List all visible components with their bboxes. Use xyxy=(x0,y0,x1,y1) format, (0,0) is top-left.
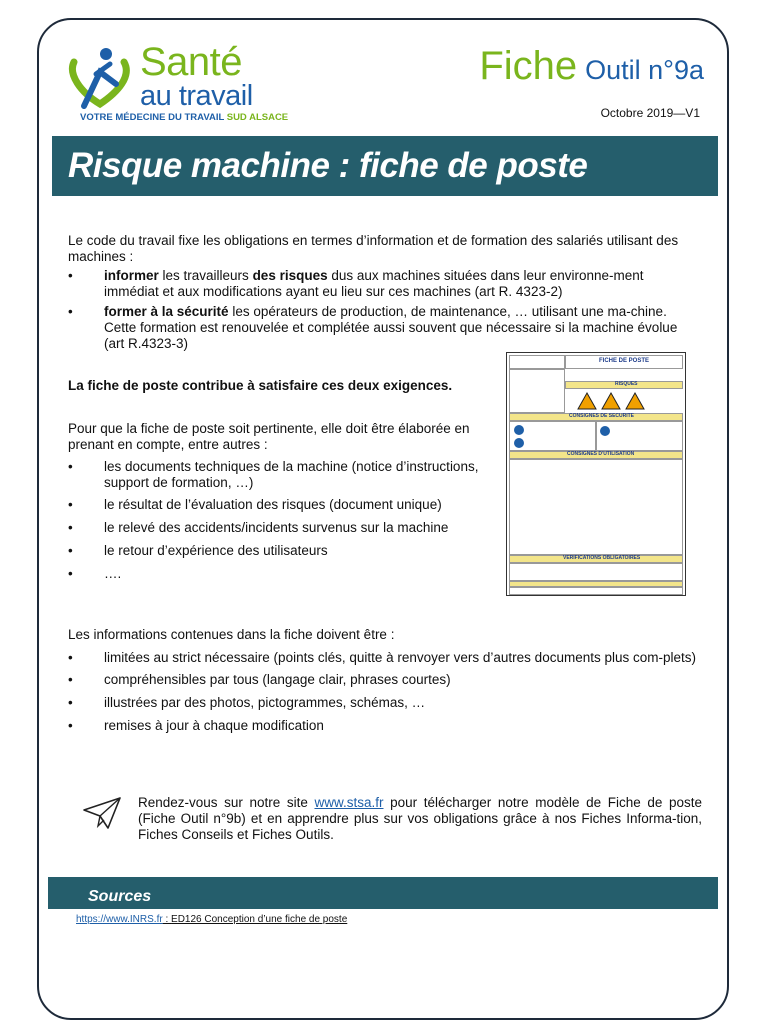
pertinence-list xyxy=(68,459,504,582)
list-item: • le retour d’expérience des utilisateurs xyxy=(68,543,328,558)
thumb-consignes: CONSIGNES DE SECURITE xyxy=(569,413,635,419)
sante-au-travail-logo xyxy=(66,42,316,127)
list-item: • limitées au strict nécessaire (points clés, quitte à renvoyer vers d’autres documents plus com-plets) xyxy=(68,650,696,665)
thumb-title: FICHE DE POSTE xyxy=(599,358,650,364)
source-title: ED126 Conception d’une fiche de poste xyxy=(171,914,348,925)
pertinence-intro: Pour que la fiche de poste soit pertinente, elle doit être élaborée en prenant en compte, entre autres : xyxy=(68,421,470,452)
intro-text: Le code du travail fixe les obligations en termes d’information et de formation des salariés utilisant des machines : xyxy=(68,233,679,264)
page-title: Risque machine : fiche de poste xyxy=(52,136,718,196)
fiche-label: Fiche xyxy=(479,44,578,88)
thumb-verifications: VERIFICATIONS OBLIGATOIRES xyxy=(563,555,641,561)
warning-triangle-icon xyxy=(577,391,667,411)
fiche-title xyxy=(479,44,704,89)
list-item: • informer les travailleurs des risques dus aux machines situées dans leur environne-ment immédiat et aux modifications ayant eu lieu sur ces machines (art R. 4323-2) xyxy=(68,268,644,299)
statement: La fiche de poste contribue à satisfaire ces deux exigences. xyxy=(68,378,453,393)
list-item: • le relevé des accidents/incidents survenus sur la machine xyxy=(68,520,449,535)
heart-figure-icon xyxy=(66,44,138,114)
list-item: • …. xyxy=(68,566,122,581)
thumb-utilisation: CONSIGNES D'UTILISATION xyxy=(567,451,635,457)
infos-intro: Les informations contenues dans la fiche doivent être : xyxy=(68,627,395,642)
list-item: • les documents techniques de la machine (notice d’instructions, support de formation, …) xyxy=(68,459,479,490)
thumb-risques: RISQUES xyxy=(615,381,638,387)
list-item: • le résultat de l’évaluation des risques (document unique) xyxy=(68,497,442,512)
list-item: • former à la sécurité les opérateurs de production, de maintenance, … utilisant une ma-chine. Cette formation est renouvelée et complétée aussi souvent que nécessaire si la machine évolue (art R.4323-3) xyxy=(68,304,678,351)
brand-tagline: VOTRE MÉDECINE DU TRAVAIL SUD ALSACE xyxy=(80,112,289,123)
infos-list xyxy=(68,650,696,734)
list-item: • compréhensibles par tous (langage clair, phrases courtes) xyxy=(68,672,451,687)
version-date: Octobre 2019—V1 xyxy=(600,106,700,120)
inrs-link[interactable]: https://www.INRS.fr xyxy=(76,914,163,925)
source-reference: https://www.INRS.fr : ED126 Conception d’une fiche de poste xyxy=(76,914,348,925)
list-item: • remises à jour à chaque modification xyxy=(68,718,324,733)
outil-number: Outil n°9a xyxy=(585,55,704,85)
ppe-icon xyxy=(513,425,525,449)
visit-paragraph: Rendez-vous sur notre site www.stsa.fr pour télécharger notre modèle de Fiche de poste (Fiche Outil n°9b) et en apprendre plus sur vos obligations grâce à nos Fiches Informa-tion, Fiches Conseils et Fiches Outils. xyxy=(138,795,702,842)
fiche-de-poste-thumbnail xyxy=(506,352,686,596)
brand-line2: au travail xyxy=(140,80,253,112)
list-item: • illustrées par des photos, pictogrammes, schémas, … xyxy=(68,695,426,710)
brand-line1: Santé xyxy=(140,40,243,84)
stsa-link[interactable]: www.stsa.fr xyxy=(314,795,384,810)
obligations-list xyxy=(68,268,686,352)
ear-protection-icon xyxy=(599,425,611,437)
sources-heading: Sources xyxy=(48,877,718,909)
paper-plane-icon xyxy=(82,796,122,830)
